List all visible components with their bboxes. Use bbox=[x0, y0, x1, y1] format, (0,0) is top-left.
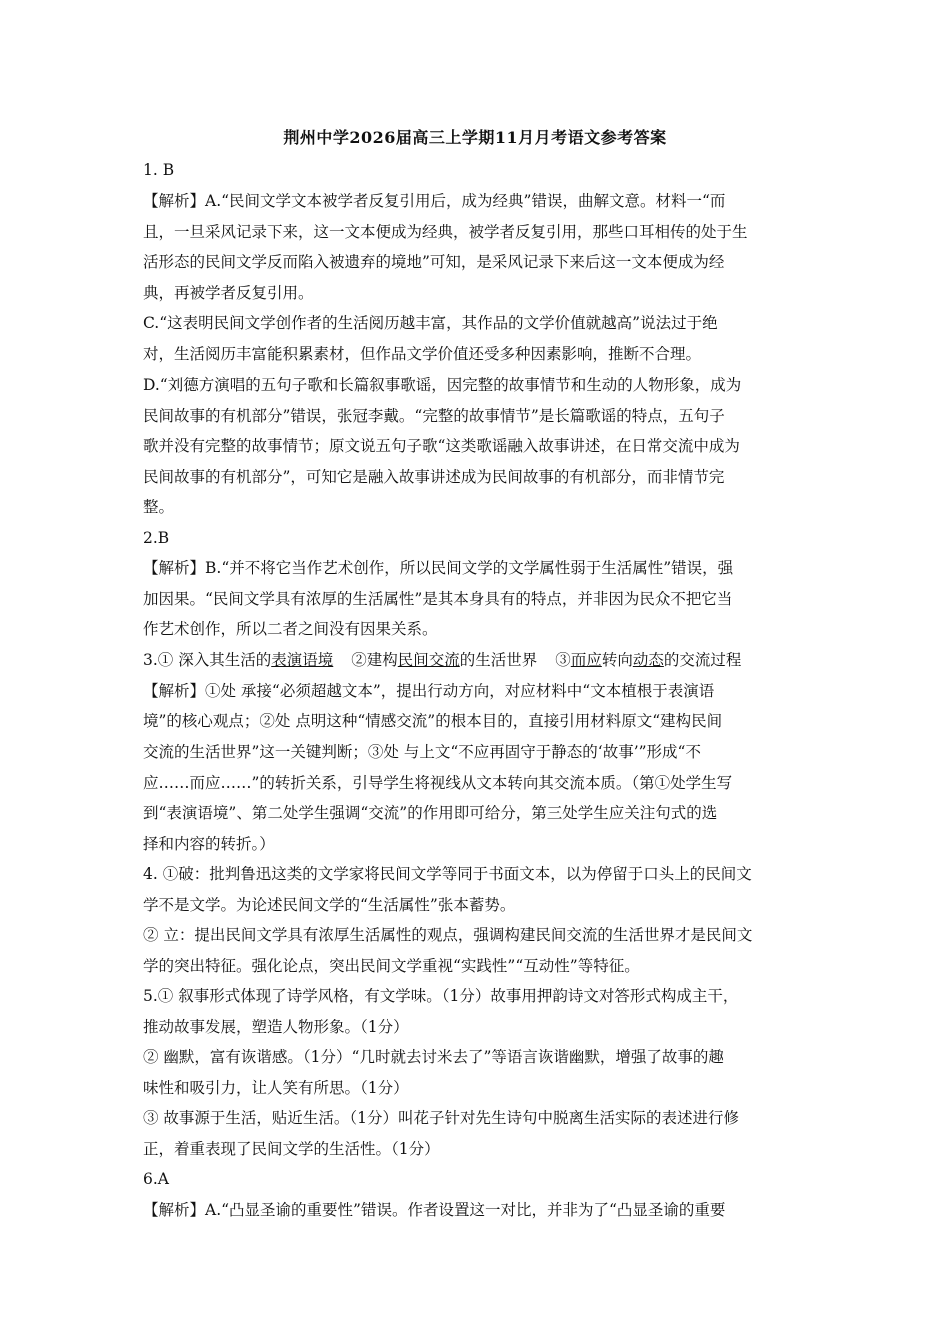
answer-3-line bbox=[143, 648, 813, 672]
text-line: 学不是文学。为论述民间文学的“生活属性”张本蓄势。 bbox=[143, 896, 516, 914]
text-line: 应……而应……”的转折关系，引导学生将视线从文本转向其交流本质。（第①处学生写 bbox=[143, 774, 733, 792]
text-line: 1. B bbox=[143, 161, 175, 179]
answer-3-part2: ②建构 bbox=[351, 651, 398, 669]
text-line: 歌并没有完整的故事情节；原文说五句子歌“这类歌谣融入故事讲述，在日常交流中成为 bbox=[143, 437, 740, 455]
text-line: 【解析】B.“并不将它当作艺术创作，所以民间文学的文学属性弱于生活属性”错误，强 bbox=[143, 559, 734, 577]
text-line: 民间故事的有机部分”，可知它是融入故事讲述成为民间故事的有机部分，而非情节完 bbox=[143, 468, 725, 486]
answer-3-part2-rest: 的生活世界 bbox=[459, 651, 538, 669]
text-line: 加因果。“民间文学具有浓厚的生活属性”是其本身具有的特点，并非因为民众不把它当 bbox=[143, 590, 733, 608]
text-line: 典，再被学者反复引用。 bbox=[143, 284, 314, 302]
answer-3-part3-underlined: 而应 bbox=[570, 651, 602, 669]
text-line: ② 幽默，富有诙谐感。（1分）“几时就去讨米去了”等语言诙谐幽默，增强了故事的趣 bbox=[143, 1048, 724, 1066]
answer-3-number: 3. bbox=[143, 651, 158, 669]
text-line: 作艺术创作，所以二者之间没有因果关系。 bbox=[143, 620, 438, 638]
text-line: 5.① 叙事形式体现了诗学风格，有文学味。（1分）故事用押韵诗文对答形式构成主干， bbox=[143, 987, 739, 1005]
answer-3-part1-underlined: 表演语境 bbox=[271, 651, 334, 669]
text-line: 学的突出特征。强化论点，突出民间文学重视“实践性”“互动性”等特征。 bbox=[143, 957, 640, 975]
text-line: 到“表演语境”、第二处学生强调“交流”的作用即可给分，第三处学生应关注句式的选 bbox=[143, 804, 718, 822]
answer-3-part3-rest: 的交流过程 bbox=[663, 651, 742, 669]
text-line: 推动故事发展，塑造人物形象。（1分） bbox=[143, 1018, 409, 1036]
text-line: 正，着重表现了民间文学的生活性。（1分） bbox=[143, 1140, 440, 1158]
text-line: 且，一旦采风记录下来，这一文本便成为经典，被学者反复引用，那些口耳相传的处于生 bbox=[143, 223, 748, 241]
answer-3-part1: ① 深入其生活的 bbox=[157, 651, 272, 669]
page-title: 荆州中学2026届高三上学期11月月考语文参考答案 bbox=[283, 128, 667, 147]
text-line: 交流的生活世界”这一关键判断；③处 与上文“不应再固守于静态的‘故事’”形成“不 bbox=[143, 743, 701, 761]
text-line: 择和内容的转折。） bbox=[143, 835, 275, 853]
text-line: 【解析】A.“凸显圣谕的重要性”错误。作者设置这一对比，并非为了“凸显圣谕的重要 bbox=[143, 1201, 726, 1219]
text-line: 2.B bbox=[143, 529, 170, 547]
text-line: 【解析】A.“民间文学文本被学者反复引用后，成为经典”错误，曲解文意。材料一“而 bbox=[143, 192, 726, 210]
answer-3-part2-underlined: 民间交流 bbox=[397, 651, 460, 669]
text-line: 6.A bbox=[143, 1170, 169, 1188]
text-line: 4. ①破：批判鲁迅这类的文学家将民间文学等同于书面文本，以为停留于口头上的民间文 bbox=[143, 865, 752, 883]
text-line: ③ 故事源于生活，贴近生活。（1分）叫花子针对先生诗句中脱离生活实际的表述进行修 bbox=[143, 1109, 740, 1127]
text-line: 对，生活阅历丰富能积累素材，但作品文学价值还受多种因素影响，推断不合理。 bbox=[143, 345, 702, 363]
answer-3-part3-underlined-2: 动态 bbox=[632, 651, 664, 669]
text-line: 味性和吸引力，让人笑有所思。（1分） bbox=[143, 1079, 409, 1097]
text-line: C.“这表明民间文学创作者的生活阅历越丰富，其作品的文学价值就越高”说法过于绝 bbox=[143, 314, 718, 332]
text-line: D.“刘德方演唱的五句子歌和长篇叙事歌谣，因完整的故事情节和生动的人物形象，成为 bbox=[143, 376, 742, 394]
text-line: ② 立：提出民间文学具有浓厚生活属性的观点，强调构建民间交流的生活世界才是民间文 bbox=[143, 926, 753, 944]
text-line: 境”的核心观点；②处 点明这种“情感交流”的根本目的，直接引用材料原文“建构民间 bbox=[143, 712, 723, 730]
text-line: 【解析】①处 承接“必须超越文本”，提出行动方向，对应材料中“文本植根于表演语 bbox=[143, 682, 715, 700]
answer-3-part3: ③ bbox=[555, 651, 571, 669]
text-line: 活形态的民间文学反而陷入被遗弃的境地”可知，是采风记录下来后这一文本便成为经 bbox=[143, 253, 725, 271]
text-line: 整。 bbox=[143, 498, 175, 516]
text-line: 民间故事的有机部分”错误，张冠李戴。“完整的故事情节”是长篇歌谣的特点，五句子 bbox=[143, 407, 725, 425]
answer-3-part3-mid: 转向 bbox=[601, 651, 633, 669]
